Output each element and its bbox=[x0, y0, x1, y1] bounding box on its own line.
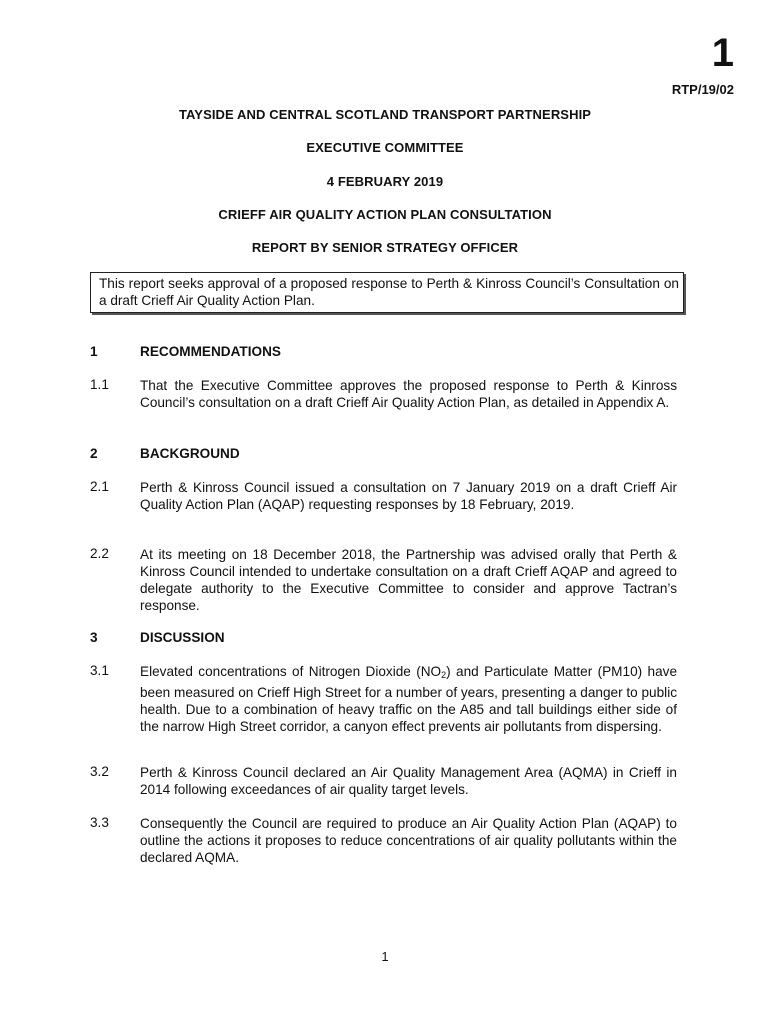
paragraph-number: 1.1 bbox=[90, 377, 109, 392]
report-reference: RTP/19/02 bbox=[671, 82, 734, 97]
paragraph-number: 3.1 bbox=[90, 663, 109, 678]
page-number: 1 bbox=[381, 949, 389, 964]
paragraph-text: At its meeting on 18 December 2018, the Partnership was advised orally that Perth & Kinross Council intended to undertake consultation on a draft Crieff AQAP and agreed to delegate authority to the Executive Committee to consider and approve Tactran’s response. bbox=[140, 547, 677, 613]
paragraph-text: That the Executive Committee approves the proposed response to Perth & Kinross Council’s consultation on a draft Crieff Air Quality Action Plan, as detailed in Appendix A. bbox=[140, 378, 677, 410]
summary-box: This report seeks approval of a proposed response to Perth & Kinross Council’s Consultation on a draft Crieff Air Quality Action Plan. bbox=[90, 272, 684, 313]
section-number: 1 bbox=[90, 344, 98, 359]
paragraph-number: 3.3 bbox=[90, 815, 109, 830]
paragraph-number: 3.2 bbox=[90, 764, 109, 779]
paragraph-number: 2.2 bbox=[90, 546, 109, 561]
paragraph-text: Consequently the Council are required to produce an Air Quality Action Plan (AQAP) to outline the actions it proposes to reduce concentrations of air quality pollutants within the declared AQMA. bbox=[140, 816, 677, 865]
paragraph-number: 2.1 bbox=[90, 479, 109, 494]
no2-subscript: 2 bbox=[441, 670, 447, 680]
organisation-heading: TAYSIDE AND CENTRAL SCOTLAND TRANSPORT PARTNERSHIP bbox=[178, 107, 592, 122]
section-title-background: BACKGROUND bbox=[140, 446, 240, 461]
paragraph-text: Perth & Kinross Council issued a consultation on 7 January 2019 on a draft Crieff Air Quality Action Plan (AQAP) requesting responses by 18 February, 2019. bbox=[140, 480, 677, 512]
agenda-item-number: 1 bbox=[711, 31, 734, 75]
section-title-recommendations: RECOMMENDATIONS bbox=[140, 344, 281, 359]
section-number: 3 bbox=[90, 630, 98, 645]
section-number: 2 bbox=[90, 446, 98, 461]
meeting-date: 4 FEBRUARY 2019 bbox=[326, 174, 444, 189]
report-author: REPORT BY SENIOR STRATEGY OFFICER bbox=[251, 240, 519, 255]
paragraph-text: Elevated concentrations of Nitrogen Dioxide $(NO_2)$ and Particulate Matter (PM10) have been measured on Crieff High Street for a number of years, presenting a danger to public health. Due to a combination of heavy traffic on the A85 and tall buildings either side of the narrow High Street corridor, a canyon effect prevents air pollutants from dispersing. bbox=[140, 664, 678, 734]
paragraph-text: Perth & Kinross Council declared an Air Quality Management Area (AQMA) in Crieff in 2014 following exceedances of air quality target levels. bbox=[140, 765, 677, 797]
section-title-discussion: DISCUSSION bbox=[140, 630, 225, 645]
report-subject: CRIEFF AIR QUALITY ACTION PLAN CONSULTATION bbox=[218, 207, 552, 222]
committee-heading: EXECUTIVE COMMITTEE bbox=[306, 140, 464, 155]
